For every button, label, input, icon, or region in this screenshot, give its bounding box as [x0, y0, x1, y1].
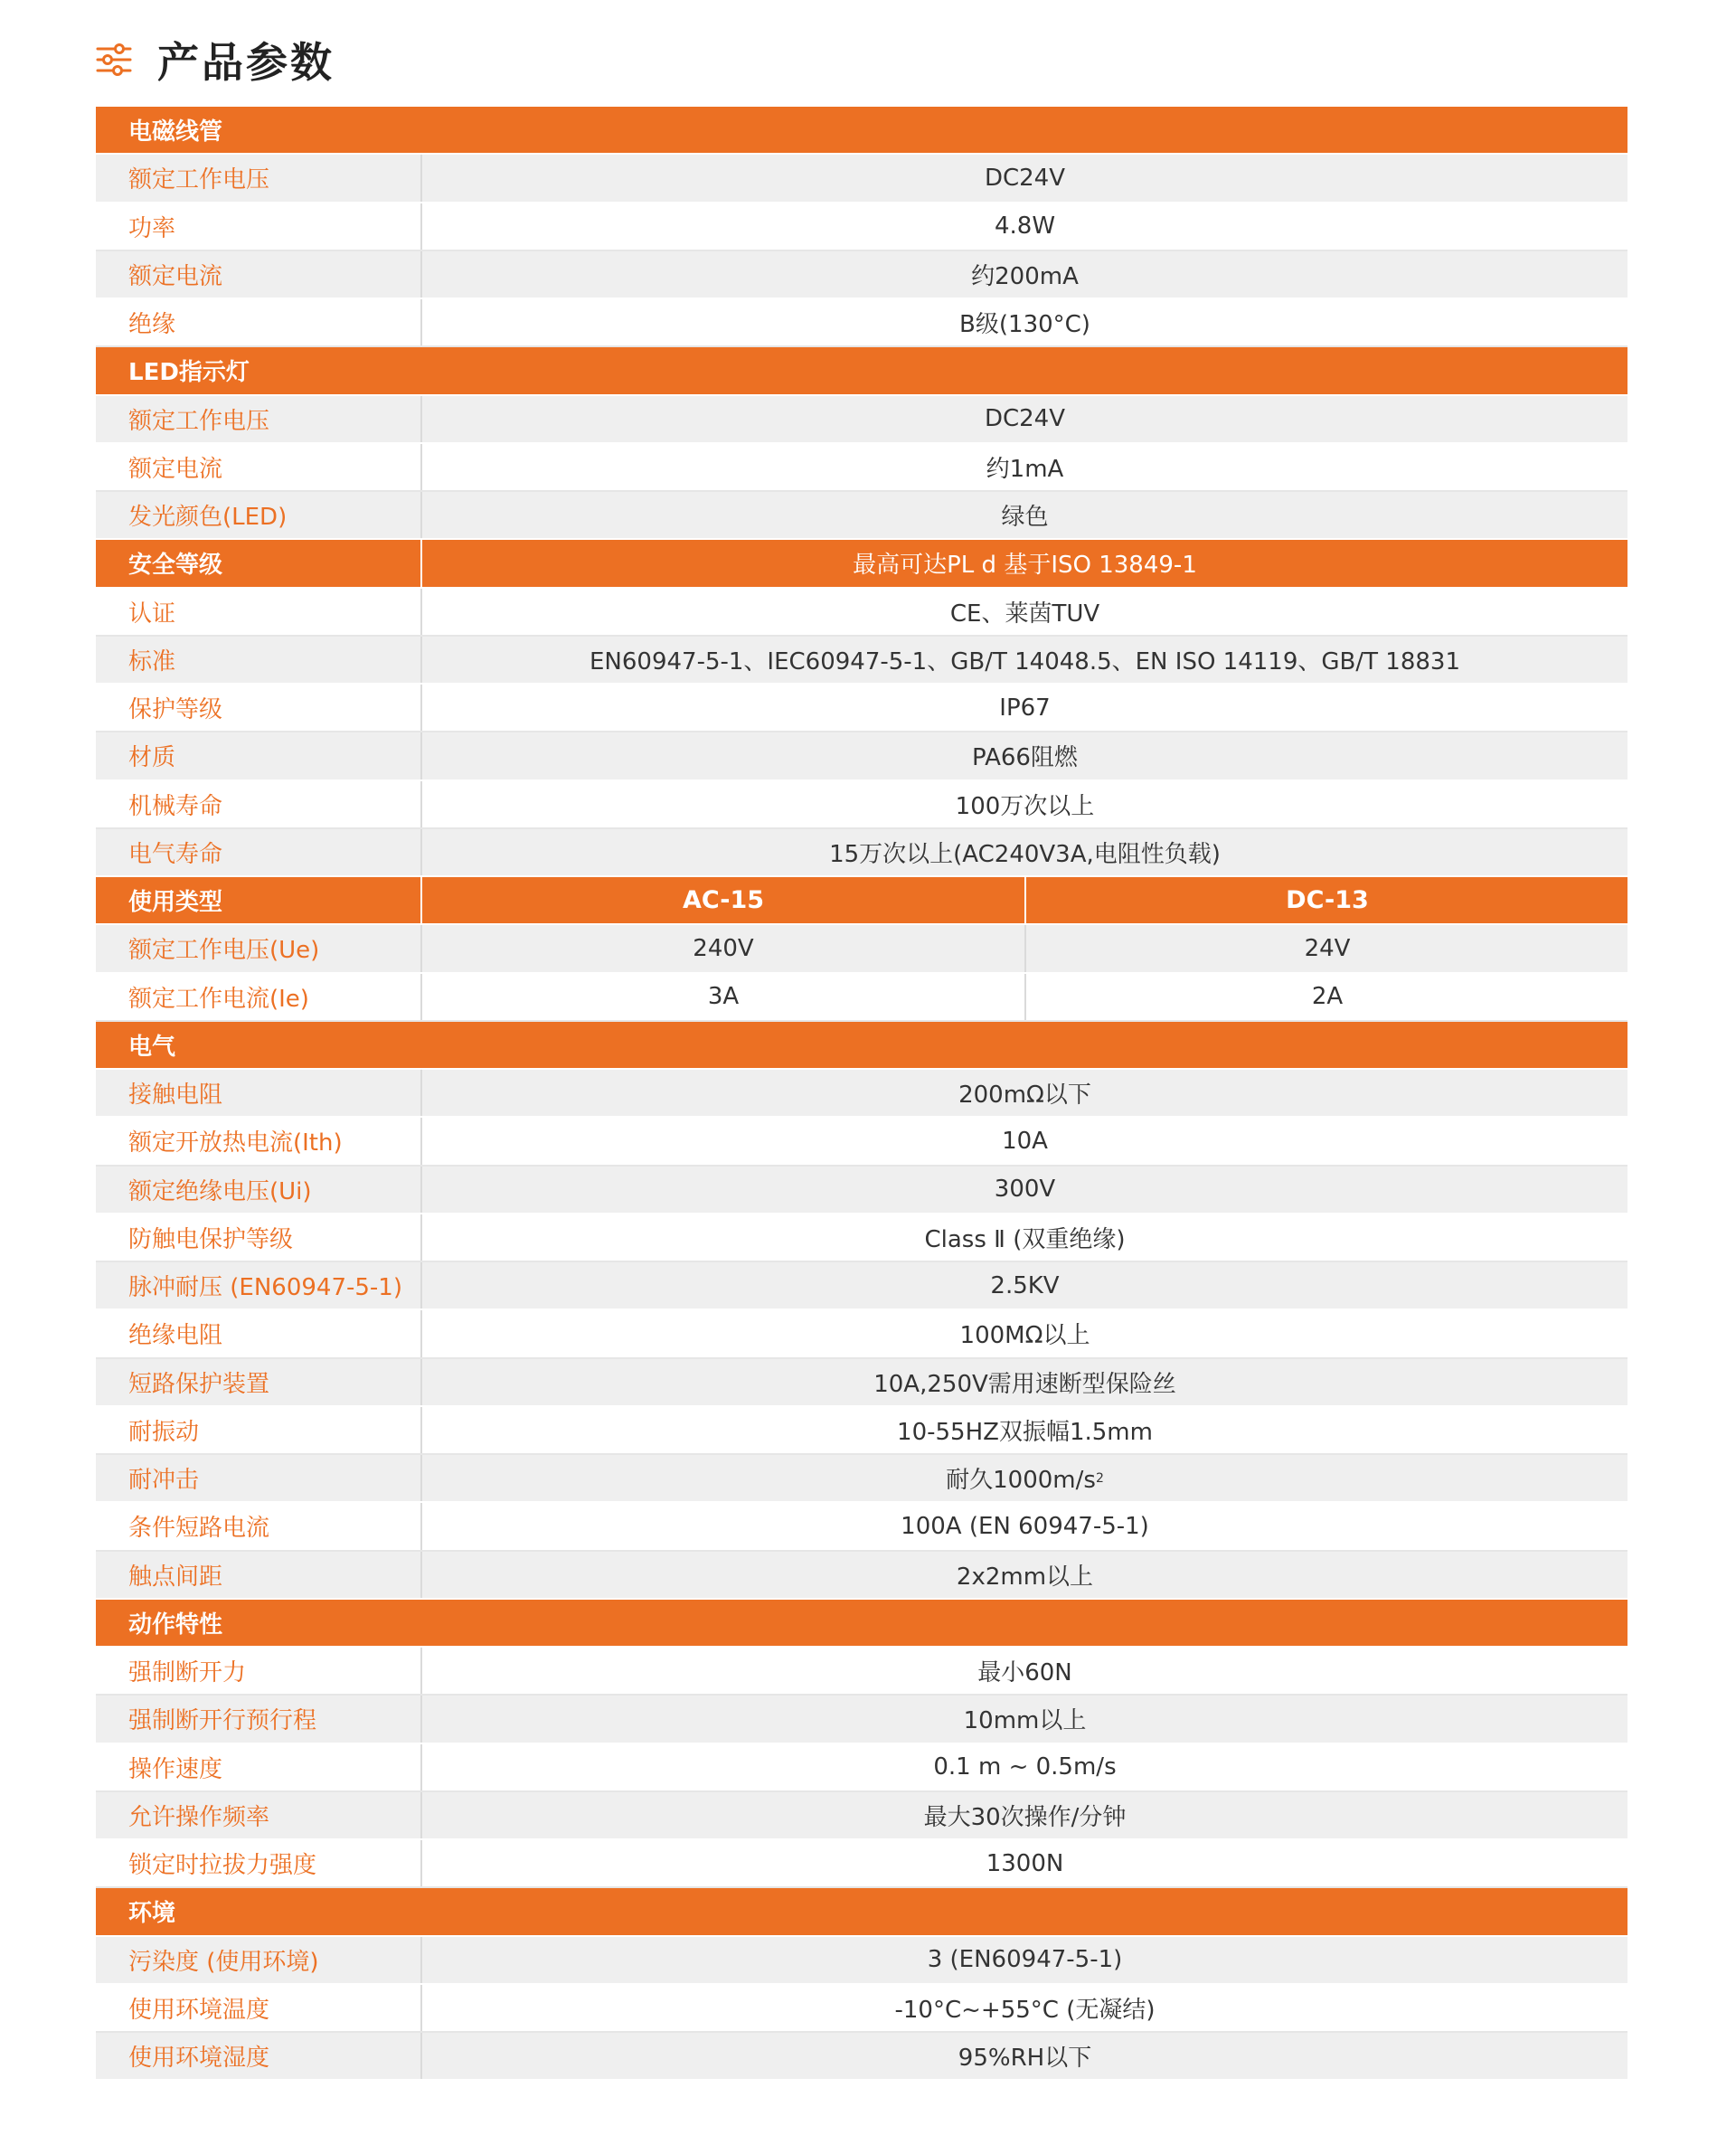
row-label: 接触电阻: [96, 1070, 422, 1116]
row-label: 额定绝缘电压(Ui): [96, 1167, 422, 1213]
row-label: 额定工作电压(Ue): [96, 925, 422, 971]
row-label: 使用环境湿度: [96, 2033, 422, 2079]
table-row: [96, 685, 1628, 732]
table-row: [96, 1214, 1628, 1262]
table-row: [96, 1985, 1628, 2033]
table-row: [96, 1359, 1628, 1407]
table-row: [96, 1070, 1628, 1118]
row-value: 3 (EN60947-5-1): [927, 1946, 1123, 1974]
row-value: -10°C~+55°C (无凝结): [894, 1996, 1156, 2024]
row-label: 材质: [96, 732, 422, 779]
row-label: 强制断开力: [96, 1648, 422, 1694]
row-value: 300V: [994, 1176, 1056, 1204]
table-row: [96, 444, 1628, 492]
table-row: [96, 829, 1628, 877]
table-row: [96, 1262, 1628, 1310]
table-row: [96, 155, 1628, 203]
section-title: 环境: [128, 1900, 176, 1928]
row-label: 额定工作电压: [96, 396, 422, 442]
row-label: 操作速度: [96, 1744, 422, 1790]
row-label: 电气寿命: [96, 829, 422, 875]
row-value-dc13: 2A: [1311, 983, 1344, 1011]
page-title: 产品参数: [157, 38, 335, 87]
row-value: CE、莱茵TUV: [949, 600, 1100, 628]
section-title: LED指示灯: [128, 359, 250, 387]
row-label: 耐冲击: [96, 1455, 422, 1501]
table-row: [96, 1792, 1628, 1840]
row-value: [422, 1455, 1628, 1501]
row-value: EN60947-5-1、IEC60947-5-1、GB/T 14048.5、EN ISO 14119、GB/T 18831: [589, 647, 1460, 675]
table-row: [96, 1167, 1628, 1214]
table-row: [96, 1503, 1628, 1551]
row-label: 触点间距: [96, 1552, 422, 1598]
row-label: 强制断开行预行程: [96, 1696, 422, 1742]
row-value: 100万次以上: [955, 792, 1095, 820]
section-title: 电气: [128, 1033, 176, 1061]
row-label: 锁定时拉拔力强度: [96, 1840, 422, 1886]
row-value-ac15: 240V: [422, 925, 1026, 971]
section-title: 电磁线管: [128, 118, 223, 146]
row-value: 1300N: [986, 1849, 1064, 1877]
row-label: 保护等级: [96, 685, 422, 731]
table-row: [96, 396, 1628, 444]
row-label: 额定开放热电流(Ith): [96, 1118, 422, 1164]
row-value: PA66阻燃: [972, 744, 1078, 772]
page-header: [96, 31, 335, 89]
table-row: [96, 732, 1628, 780]
row-value: 0.1 m ~ 0.5m/s: [933, 1753, 1117, 1781]
table-row: [96, 637, 1628, 685]
table-row: [96, 492, 1628, 540]
row-label: 认证: [96, 589, 422, 635]
table-row: [96, 1455, 1628, 1503]
shock-value-superscript: 2: [1095, 1470, 1104, 1486]
table-row: [96, 203, 1628, 251]
section-header-usage: [96, 877, 1628, 925]
row-value: B级(130°C): [959, 311, 1090, 339]
row-value: 200mΩ以下: [958, 1082, 1091, 1110]
row-value-ac15: 3A: [422, 974, 1026, 1020]
row-label: 条件短路电流: [96, 1503, 422, 1549]
row-value: 15万次以上(AC240V3A,电阻性负载): [829, 840, 1221, 868]
row-label: 额定电流: [96, 444, 422, 490]
section-header-solenoid: [96, 107, 1628, 155]
row-label: 额定工作电压: [96, 155, 422, 201]
sliders-icon: [96, 42, 132, 78]
table-row: [96, 1552, 1628, 1600]
section-header-operation: [96, 1600, 1628, 1648]
table-row: [96, 299, 1628, 347]
table-row: [96, 251, 1628, 299]
row-label: 短路保护装置: [96, 1359, 422, 1405]
row-value: 95%RH以下: [958, 2045, 1092, 2073]
row-value: 2.5KV: [990, 1271, 1060, 1299]
section-title: 安全等级: [96, 540, 422, 586]
row-value: 约1mA: [986, 455, 1064, 483]
row-value: 约200mA: [971, 262, 1079, 290]
table-row: [96, 589, 1628, 637]
row-value: 最大30次操作/分钟: [923, 1803, 1127, 1831]
table-row: [96, 1310, 1628, 1358]
section-header-led: [96, 347, 1628, 395]
column-header-dc13: DC-13: [1286, 886, 1369, 915]
table-row: [96, 2033, 1628, 2081]
row-value: 10A: [1002, 1127, 1048, 1155]
table-row: [96, 974, 1628, 1022]
table-row: [96, 1937, 1628, 1985]
row-value: 2x2mm以上: [956, 1563, 1094, 1591]
table-row: [96, 1648, 1628, 1696]
safety-level-value: 最高可达PL d 基于ISO 13849-1: [853, 552, 1197, 580]
row-label: 额定工作电流(Ie): [96, 974, 422, 1020]
row-value: DC24V: [984, 164, 1066, 192]
row-value: Class Ⅱ (双重绝缘): [924, 1225, 1126, 1253]
row-label: 允许操作频率: [96, 1792, 422, 1838]
row-value-dc13: 24V: [1304, 934, 1351, 962]
row-label: 绝缘电阻: [96, 1310, 422, 1356]
row-label: 耐振动: [96, 1407, 422, 1453]
row-label: 标准: [96, 637, 422, 683]
row-label: 绝缘: [96, 299, 422, 345]
row-value: 10mm以上: [963, 1707, 1087, 1735]
table-row: [96, 1744, 1628, 1792]
row-label: 污染度 (使用环境): [96, 1937, 422, 1983]
row-value: 10A,250V需用速断型保险丝: [873, 1370, 1176, 1398]
row-label: 防触电保护等级: [96, 1214, 422, 1261]
table-row: [96, 1407, 1628, 1455]
table-row: [96, 1840, 1628, 1888]
row-value: 10-55HZ双振幅1.5mm: [897, 1418, 1153, 1446]
section-header-electrical: [96, 1022, 1628, 1070]
row-value: 100A (EN 60947-5-1): [901, 1512, 1149, 1540]
table-row: [96, 781, 1628, 829]
table-row: [96, 1696, 1628, 1743]
row-label: 机械寿命: [96, 781, 422, 827]
row-label: 功率: [96, 203, 422, 250]
row-value: 4.8W: [994, 213, 1056, 241]
row-value: 绿色: [1001, 504, 1049, 532]
table-row: [96, 925, 1628, 973]
section-title: 动作特性: [128, 1611, 223, 1639]
row-value: 100MΩ以上: [959, 1322, 1090, 1350]
section-header-safety: [96, 540, 1628, 588]
row-value: DC24V: [984, 405, 1066, 433]
row-label: 使用环境温度: [96, 1985, 422, 2031]
row-label: 额定电流: [96, 251, 422, 298]
row-value: IP67: [999, 694, 1051, 722]
section-header-environment: [96, 1888, 1628, 1936]
spec-table: [96, 107, 1628, 2081]
table-row: [96, 1118, 1628, 1166]
shock-value-text: 耐久1000m/s: [946, 1467, 1096, 1495]
section-title: 使用类型: [96, 877, 422, 923]
column-header-ac15: AC-15: [422, 877, 1026, 923]
row-label: 脉冲耐压 (EN60947-5-1): [96, 1262, 422, 1308]
row-value: 最小60N: [977, 1659, 1072, 1687]
row-label: 发光颜色(LED): [96, 492, 422, 538]
